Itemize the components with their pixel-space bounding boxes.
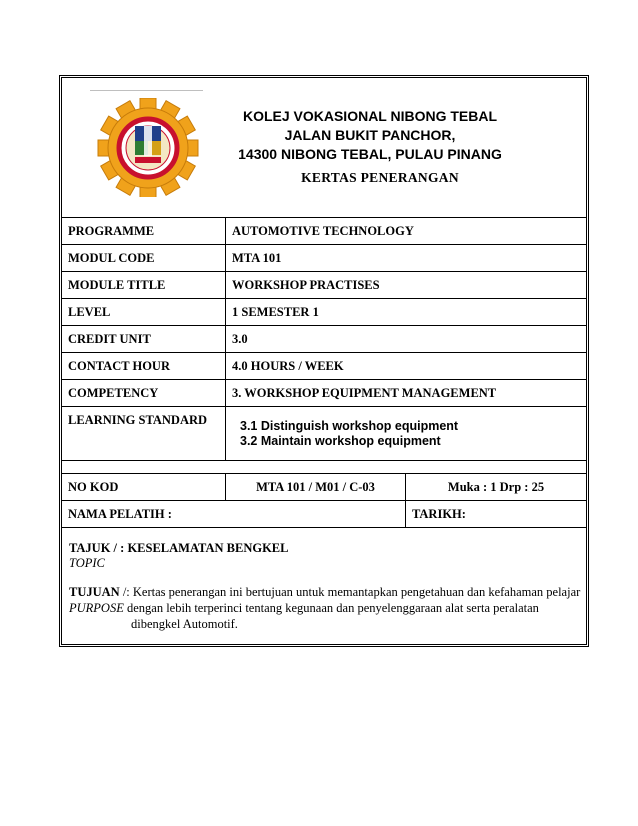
- topic-label: TOPIC: [69, 556, 105, 570]
- row-value: WORKSHOP PRACTISES: [226, 272, 587, 299]
- table-row: [62, 299, 587, 326]
- table-row: [62, 353, 587, 380]
- table-row: [62, 326, 587, 353]
- logo-divider: [90, 90, 203, 91]
- row-label: MODULE TITLE: [62, 272, 226, 299]
- row-label: CREDIT UNIT: [62, 326, 226, 353]
- row-label: MODUL CODE: [62, 245, 226, 272]
- row-label: COMPETENCY: [62, 380, 226, 407]
- table-row: [62, 218, 587, 245]
- learning-standard-item: 3.2 Maintain workshop equipment: [240, 434, 441, 448]
- tujuan-text-3: dibengkel Automotif.: [131, 617, 238, 631]
- table-row: [62, 245, 587, 272]
- learning-standard-values: [226, 407, 587, 461]
- row-label: LEVEL: [62, 299, 226, 326]
- tajuk-heading: TAJUK / : KESELAMATAN BENGKEL: [69, 541, 289, 555]
- row-value: AUTOMOTIVE TECHNOLOGY: [226, 218, 587, 245]
- tujuan-text-2: dengan lebih terperinci tentang kegunaan dan penyelenggaraan alat serta peralatan: [123, 601, 539, 615]
- college-logo-icon: [96, 98, 199, 197]
- tujuan-separator: /:: [119, 585, 133, 599]
- tarikh-field: TARIKH:: [406, 501, 587, 528]
- page-count: Muka : 1 Drp : 25: [406, 474, 587, 501]
- tujuan-text-1: Kertas penerangan ini bertujuan untuk memantapkan pengetahuan dan kefahaman pelajar: [132, 585, 581, 599]
- row-value: 1 SEMESTER 1: [226, 299, 587, 326]
- college-address-line1: JALAN BUKIT PANCHOR,: [284, 127, 456, 143]
- learning-standard-item: 3.1 Distinguish workshop equipment: [240, 419, 459, 433]
- table-row: [62, 380, 587, 407]
- learning-standard-row: [62, 407, 587, 461]
- college-address-line2: 14300 NIBONG TEBAL, PULAU PINANG: [238, 146, 502, 162]
- table-row: [62, 272, 587, 299]
- row-value: MTA 101: [226, 245, 587, 272]
- kod-value: MTA 101 / M01 / C-03: [226, 474, 406, 501]
- table-row: [62, 474, 587, 501]
- learning-standard-label: LEARNING STANDARD: [62, 407, 226, 461]
- topic-section: [61, 527, 587, 645]
- row-value: 4.0 HOURS / WEEK: [226, 353, 587, 380]
- no-kod-label: NO KOD: [62, 474, 226, 501]
- nama-pelatih-field: NAMA PELATIH :: [62, 501, 406, 528]
- table-row: [62, 501, 587, 528]
- tujuan-label: TUJUAN: [69, 585, 120, 599]
- code-table: [61, 473, 587, 528]
- college-name: KOLEJ VOKASIONAL NIBONG TEBAL: [242, 108, 498, 124]
- row-value: 3.0: [226, 326, 587, 353]
- row-label: PROGRAMME: [62, 218, 226, 245]
- purpose-label: PURPOSE: [69, 601, 124, 615]
- row-value: 3. WORKSHOP EQUIPMENT MANAGEMENT: [226, 380, 587, 407]
- row-label: CONTACT HOUR: [62, 353, 226, 380]
- module-info-table: [61, 217, 587, 461]
- tujuan-paragraph: [69, 584, 584, 632]
- document-title: KERTAS PENERANGAN: [301, 170, 459, 185]
